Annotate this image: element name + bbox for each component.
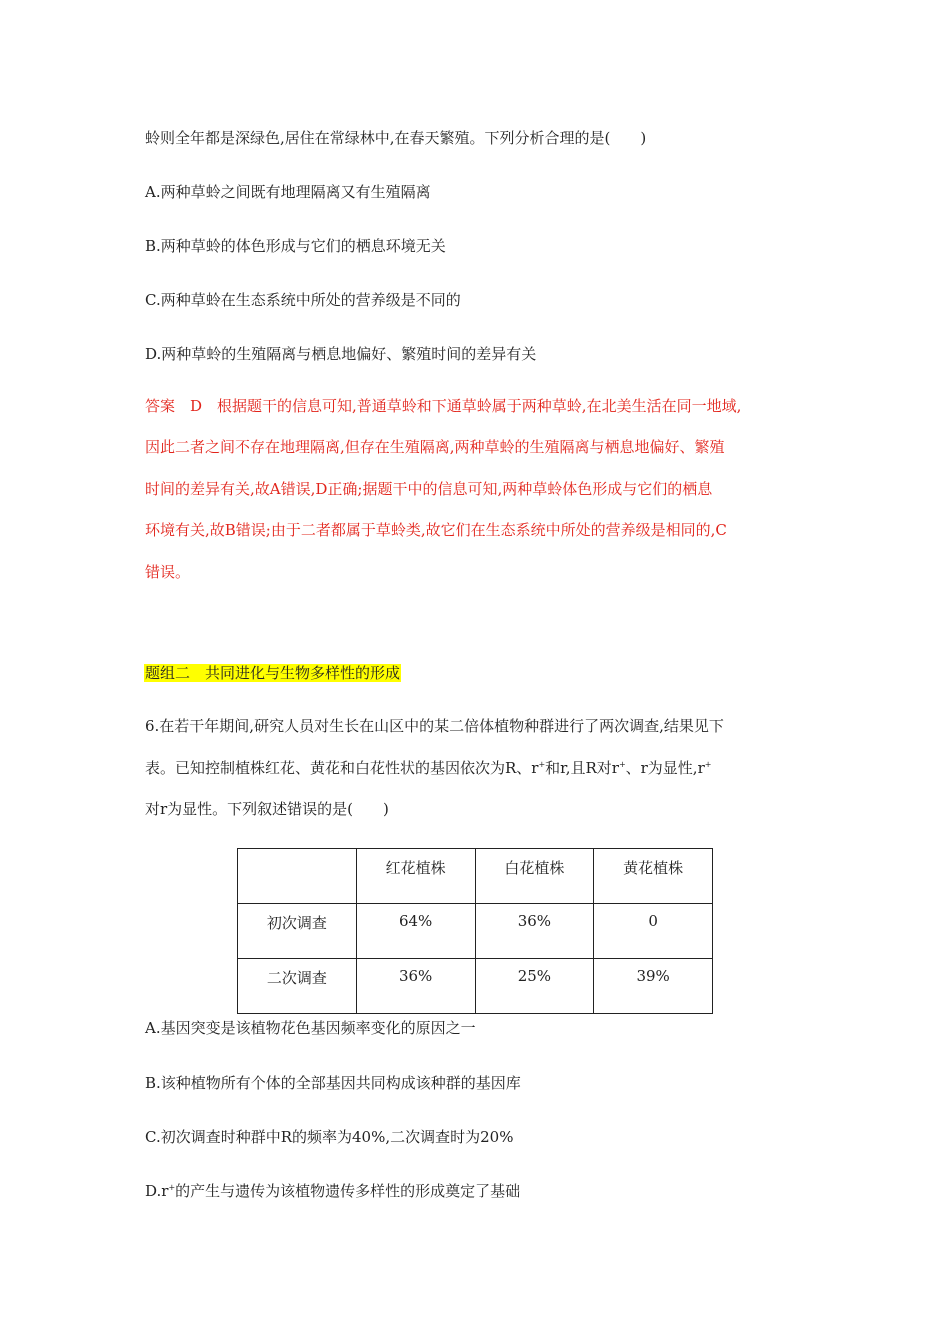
q5-answer-line: 环境有关,故B错误;由于二者都属于草蛉类,故它们在生态系统中所处的营养级是相同的,C: [145, 521, 727, 539]
table-cell: 36%: [356, 959, 475, 1014]
q6-option-d-text: D.r: [145, 1182, 169, 1200]
table-header-row: [238, 849, 713, 904]
q5-answer-line: 错误。: [145, 563, 191, 581]
q6-stem-line1: 6.在若干年期间,研究人员对生长在山区中的某二倍体植物种群进行了两次调查,结果见下: [145, 717, 724, 735]
section-heading: [144, 663, 401, 683]
q6-option-d-text: 的产生与遗传为该植物遗传多样性的形成奠定了基础: [175, 1182, 521, 1200]
q6-stem-line2: [145, 758, 711, 778]
table-header-cell: 白花植株: [475, 849, 594, 904]
q5-answer-line: 答案 D 根据题干的信息可知,普通草蛉和下通草蛉属于两种草蛉,在北美生活在同一地域,: [145, 397, 742, 415]
section-heading-text: 题组二 共同进化与生物多样性的形成: [145, 664, 401, 682]
q6-stem-text: 表。已知控制植株红花、黄花和白花性状的基因依次为R、r: [145, 759, 539, 777]
q5-option-a: A.两种草蛉之间既有地理隔离又有生殖隔离: [145, 183, 431, 201]
q6-option-d: [145, 1181, 520, 1201]
table-header-cell: 红花植株: [356, 849, 475, 904]
table-cell: 25%: [475, 959, 594, 1014]
q5-answer-line: 因此二者之间不存在地理隔离,但存在生殖隔离,两种草蛉的生殖隔离与栖息地偏好、繁殖: [145, 438, 725, 456]
table-header-cell: 黄花植株: [594, 849, 713, 904]
q5-option-c: C.两种草蛉在生态系统中所处的营养级是不同的: [145, 291, 461, 309]
q6-superscript: +: [618, 760, 626, 769]
q6-stem-line3: 对r为显性。下列叙述错误的是( ): [145, 800, 389, 818]
table-cell: 39%: [594, 959, 713, 1014]
q5-option-b: B.两种草蛉的体色形成与它们的栖息环境无关: [145, 237, 446, 255]
survey-table: [237, 848, 713, 1014]
table-cell: 64%: [356, 904, 475, 959]
table-cell: 初次调查: [238, 904, 357, 959]
q5-answer-line: 时间的差异有关,故A错误,D正确;据题干中的信息可知,两种草蛉体色形成与它们的栖息: [145, 480, 713, 498]
table-cell: 二次调查: [238, 959, 357, 1014]
q5-option-d: D.两种草蛉的生殖隔离与栖息地偏好、繁殖时间的差异有关: [145, 345, 537, 363]
q6-option-a: A.基因突变是该植物花色基因频率变化的原因之一: [145, 1019, 476, 1037]
q6-superscript: +: [538, 760, 546, 769]
table-header-cell: [238, 849, 357, 904]
q6-option-b: B.该种植物所有个体的全部基因共同构成该种群的基因库: [145, 1074, 521, 1092]
q6-superscript: +: [168, 1183, 176, 1192]
table-row: [238, 904, 713, 959]
q6-stem-text: 、r为显性,r: [625, 759, 705, 777]
q6-option-c: C.初次调查时种群中R的频率为40%,二次调查时为20%: [145, 1128, 514, 1146]
table-cell: 0: [594, 904, 713, 959]
q6-superscript: +: [704, 760, 712, 769]
table-row: [238, 959, 713, 1014]
q6-stem-text: 和r,且R对r: [545, 759, 619, 777]
q5-stem-tail: 蛉则全年都是深绿色,居住在常绿林中,在春天繁殖。下列分析合理的是( ): [145, 129, 647, 147]
table-cell: 36%: [475, 904, 594, 959]
